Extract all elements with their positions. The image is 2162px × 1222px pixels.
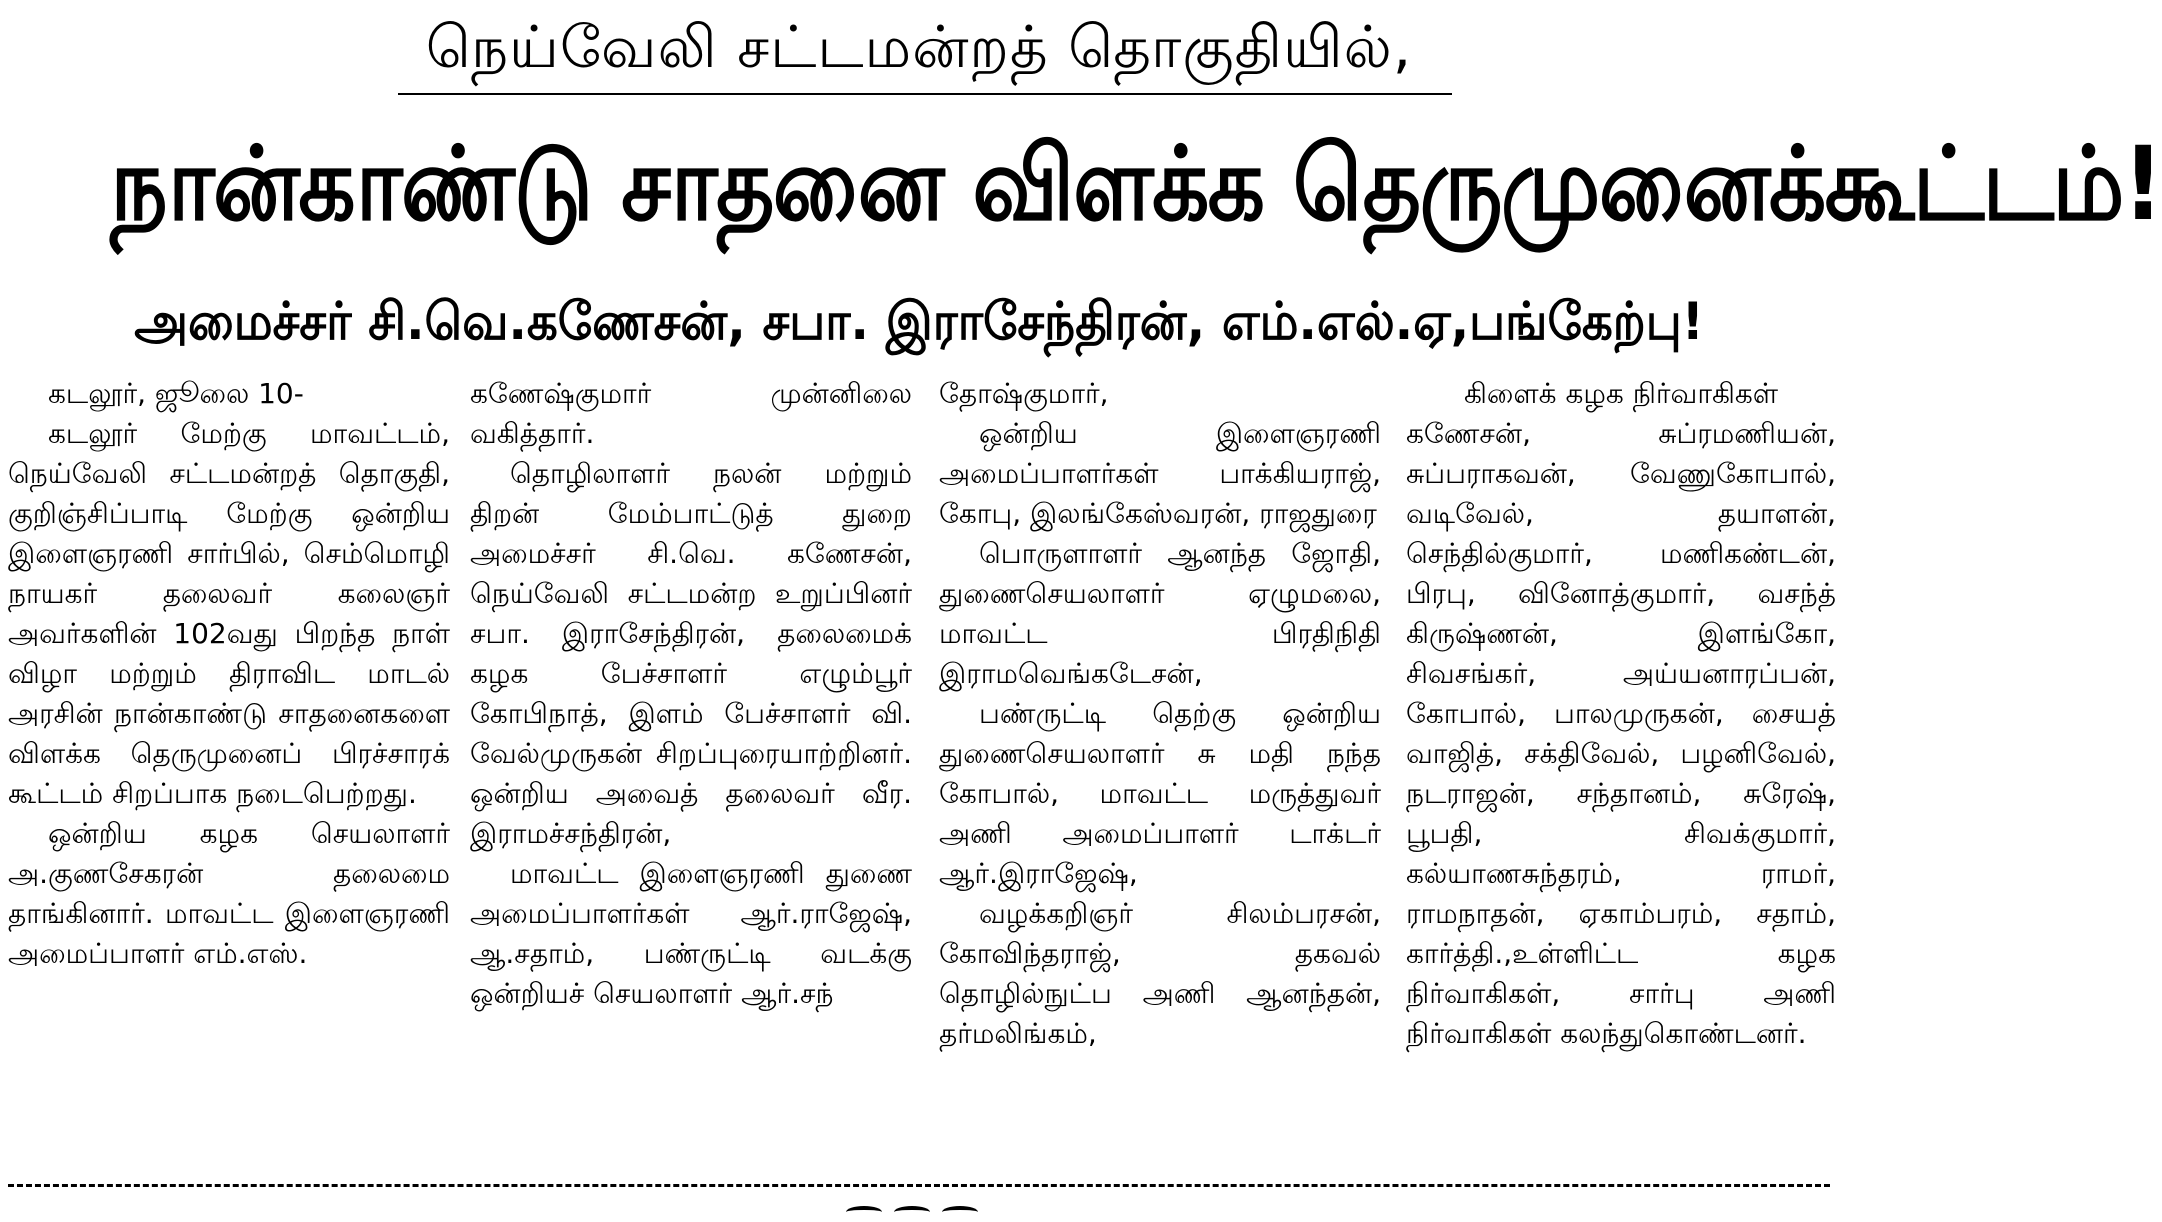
dashed-divider [8, 1184, 1830, 1187]
body-subheading: கிளைக் கழக நிர்வாகிகள் [1463, 377, 1779, 410]
article-body [8, 374, 1834, 1164]
body-paragraph: கணேஷ்குமார் முன்னிலை வகித்தார். [470, 377, 912, 450]
body-paragraph: மாவட்ட இளைஞரணி துணை அமைப்பாளர்கள் ஆர்.ராஜேஷ், ஆ.சதாம், பண்ருட்டி வடக்கு ஒன்றியச் செயலாளர் ஆர்.சந் [470, 857, 912, 1010]
body-paragraph: ஒன்றிய இளைஞரணி அமைப்பாளர்கள் பாக்கியராஜ், கோபு, இலங்கேஸ்வரன், ராஜதுரை [939, 417, 1381, 530]
article-column-2 [470, 374, 912, 1014]
body-paragraph: வழக்கறிஞர் சிலம்பரசன், கோவிந்தராஜ், தகவல் தொழில்நுட்ப அணி ஆனந்தன், தர்மலிங்கம், [939, 897, 1381, 1050]
main-headline: நான்காண்டு சாதனை விளக்க தெருமுனைக்கூட்டம்! [110, 125, 2162, 244]
kicker-heading: நெய்வேலி சட்டமன்றத் தொகுதியில், [425, 13, 1413, 81]
cropped-next-heading [846, 1194, 1006, 1214]
article-column-4 [1406, 374, 1836, 1054]
body-paragraph: பொருளாளர் ஆனந்த ஜோதி, துணைசெயலாளர் ஏழுமலை, மாவட்ட பிரதிநிதி இராமவெங்கடேசன், [939, 537, 1381, 690]
cropped-glyph-shape [894, 1206, 930, 1218]
article-column-3 [939, 374, 1381, 1054]
body-paragraph: ஒன்றிய கழக செயலாளர் அ.குணசேகரன் தலைமை தாங்கினார். மாவட்ட இளைஞரணி அமைப்பாளர் எம்.எஸ். [8, 817, 450, 970]
body-paragraph: தொழிலாளர் நலன் மற்றும் திறன் மேம்பாட்டுத் துறை அமைச்சர் சி.வெ. கணேசன், நெய்வேலி சட்டமன்ற உறுப்பினர் சபா. இராசேந்திரன், தலைமைக் கழக பேச்சாளர் எழும்பூர் கோபிநாத், இளம் பேச்சாளர் வி. வேல்முருகன் சிறப்புரையாற்றினர். ஒன்றிய அவைத் தலைவர் வீர. இராமச்சந்திரன், [470, 457, 912, 850]
cropped-glyph-shape [942, 1206, 978, 1218]
kicker-underline [398, 93, 1452, 95]
cropped-glyph-shape [846, 1206, 882, 1218]
body-paragraph: கணேசன், சுப்ரமணியன், சுப்பராகவன், வேணுகோபால், வடிவேல், தயாளன், செந்தில்குமார், மணிகண்டன், பிரபு, வினோத்குமார், வசந்த் கிருஷ்ணன், இளங்கோ, சிவசங்கர், அய்யனாரப்பன், கோபால், பாலமுருகன், சையத் வாஜித், சக்திவேல், பழனிவேல், நடராஜன், சந்தானம், சுரேஷ், பூபதி, சிவக்குமார், கல்யாணசுந்தரம், ராமர், ராமநாதன், ஏகாம்பரம், சதாம், கார்த்தி.,உள்ளிட்ட கழக நிர்வாகிகள், சார்பு அணி நிர்வாகிகள் கலந்துகொண்டனர். [1406, 417, 1836, 1050]
article-column-1 [8, 374, 450, 974]
body-paragraph: பண்ருட்டி தெற்கு ஒன்றிய துணைசெயலாளர் சு மதி நந்த கோபால், மாவட்ட மருத்துவர் அணி அமைப்பாளர் டாக்டர் ஆர்.இராஜேஷ், [939, 697, 1381, 890]
subheadline: அமைச்சர் சி.வெ.கணேசன், சபா. இராசேந்திரன், எம்.எல்.ஏ,பங்கேற்பு! [134, 292, 1704, 352]
body-paragraph: தோஷ்குமார், [939, 377, 1109, 410]
dateline: கடலூர், ஜூலை 10- [48, 377, 304, 410]
body-paragraph: கடலூர் மேற்கு மாவட்டம், நெய்வேலி சட்டமன்றத் தொகுதி, குறிஞ்சிப்பாடி மேற்கு ஒன்றிய இளைஞரணி சார்பில், செம்மொழி நாயகர் தலைவர் கலைஞர் அவர்களின் 102வது பிறந்த நாள் விழா மற்றும் திராவிட மாடல் அரசின் நான்காண்டு சாதனைகளை விளக்க தெருமுனைப் பிரச்சாரக் கூட்டம் சிறப்பாக நடைபெற்றது. [8, 417, 450, 810]
